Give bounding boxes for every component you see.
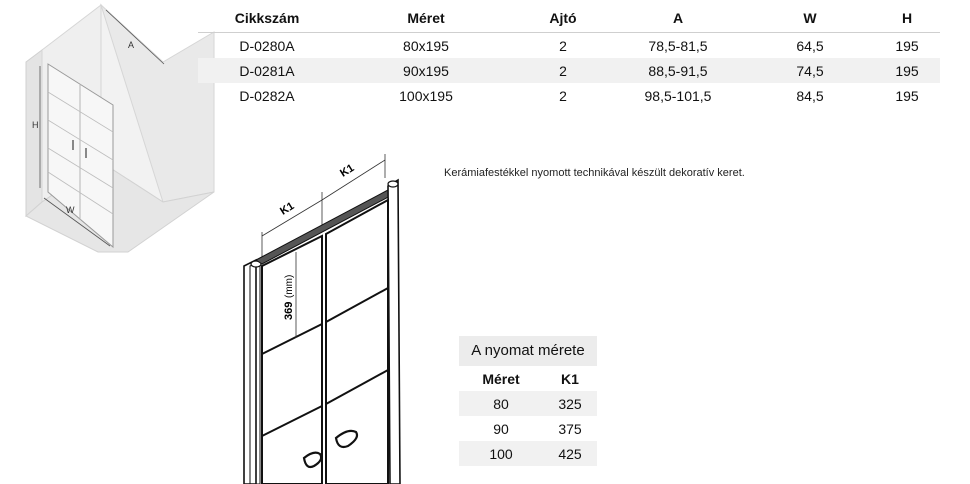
- cell-a: 98,5-101,5: [644, 87, 712, 104]
- cell-size: 90x195: [403, 62, 449, 79]
- header-meret: Méret: [482, 370, 520, 387]
- header-w: W: [803, 10, 817, 26]
- cell-size: 100: [489, 445, 513, 462]
- cell-k1: 325: [558, 395, 582, 412]
- k1-left-label: K1: [278, 200, 297, 218]
- cell-doors: 2: [559, 62, 567, 79]
- iso-label-a: A: [128, 40, 135, 50]
- header-a: A: [672, 10, 684, 26]
- cell-code: D-0281A: [239, 62, 295, 79]
- iso-label-w: W: [66, 205, 75, 215]
- cell-w: 84,5: [796, 87, 824, 104]
- print-size-table: [459, 336, 597, 466]
- cell-code: D-0282A: [239, 87, 295, 104]
- cell-w: 64,5: [796, 37, 824, 54]
- iso-label-h: H: [32, 120, 39, 130]
- cell-h: 195: [895, 87, 919, 104]
- table-row: [459, 416, 597, 441]
- header-cikkszam: Cikkszám: [234, 10, 300, 26]
- print-table-title: A nyomat mérete: [459, 336, 597, 366]
- door-detail-diagram: [230, 148, 410, 484]
- spec-table: [198, 4, 940, 108]
- cell-size: 100x195: [399, 87, 453, 104]
- cell-size: 80: [493, 395, 509, 412]
- table-row: [198, 58, 940, 83]
- table-row: [459, 441, 597, 466]
- table-row: [459, 391, 597, 416]
- shower-iso-diagram: [18, 2, 218, 258]
- decor-note: Kerámiafestékkel nyomott technikával készült dekoratív keret.: [444, 167, 745, 179]
- cell-a: 78,5-81,5: [648, 37, 708, 54]
- table-row: [198, 83, 940, 108]
- cell-k1: 375: [558, 420, 582, 437]
- header-k1: K1: [561, 370, 579, 387]
- cell-doors: 2: [559, 87, 567, 104]
- cell-size: 90: [493, 420, 509, 437]
- cell-code: D-0280A: [239, 37, 295, 54]
- cell-w: 74,5: [796, 62, 824, 79]
- spec-table-header: [198, 4, 940, 33]
- k1-right-label: K1: [338, 162, 357, 180]
- cell-k1: 425: [558, 445, 582, 462]
- cell-size: 80x195: [403, 37, 449, 54]
- cell-a: 88,5-91,5: [648, 62, 708, 79]
- header-h: H: [901, 10, 913, 26]
- cell-h: 195: [895, 37, 919, 54]
- header-ajto: Ajtó: [549, 10, 577, 26]
- print-table-header: [459, 366, 597, 391]
- header-meret: Méret: [407, 10, 445, 26]
- cell-doors: 2: [559, 37, 567, 54]
- dimension-unit: (mm): [284, 274, 295, 298]
- table-row: [198, 33, 940, 58]
- cell-h: 195: [895, 62, 919, 79]
- dimension-value: 369: [283, 301, 295, 320]
